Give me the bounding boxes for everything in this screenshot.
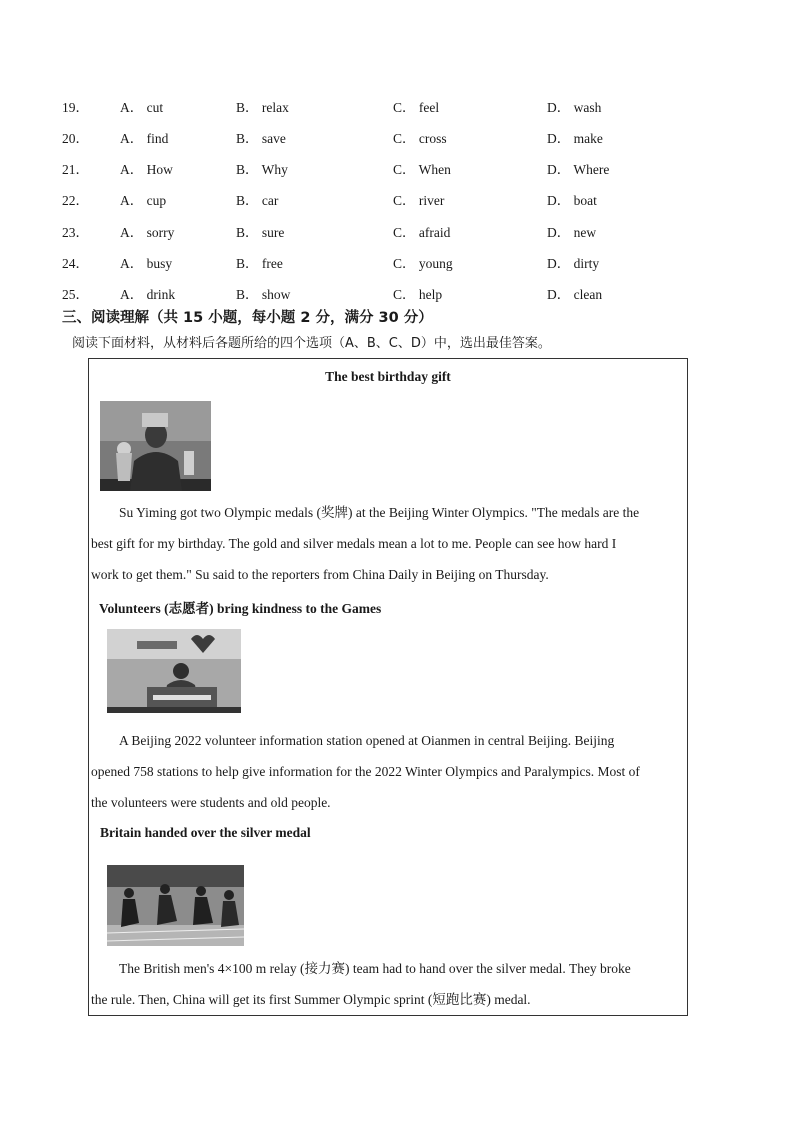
- option-a: A． cut: [120, 100, 164, 115]
- option-c: C． river: [393, 193, 445, 208]
- option-d: D． boat: [547, 193, 597, 208]
- option-b: B． car: [236, 193, 279, 208]
- paragraph-line: Su Yiming got two Olympic medals (奖牌) at the Beijing Winter Olympics. "The medals are the: [119, 505, 640, 520]
- paragraph-line: A Beijing 2022 volunteer information station opened at Oianmen in central Beijing. Beijing: [119, 733, 615, 748]
- option-a: A． cup: [120, 193, 167, 208]
- section-instruction: 阅读下面材料，从材料后各题所给的四个选项（A、B、C、D）中，选出最佳答案。: [72, 336, 551, 351]
- option-b: B． show: [236, 287, 291, 302]
- paragraph-line: work to get them." Su said to the reporters from China Daily in Beijing on Thursday.: [91, 567, 549, 582]
- option-b: B． relax: [236, 100, 289, 115]
- question-row: [62, 127, 702, 147]
- paragraph-line: opened 758 stations to help give information for the 2022 Winter Olympics and Paralympics. Most of: [91, 764, 640, 779]
- question-row: [62, 252, 702, 272]
- article-paragraph: [89, 953, 687, 1015]
- option-b: B． sure: [236, 225, 285, 240]
- option-b: B． Why: [236, 162, 288, 177]
- option-c: C． help: [393, 287, 443, 302]
- question-row: [62, 189, 702, 209]
- reading-material-box: [88, 358, 688, 1016]
- athlete-photo: [100, 401, 211, 491]
- option-d: D． new: [547, 225, 597, 240]
- option-b: B． save: [236, 131, 286, 146]
- option-c: C． young: [393, 256, 453, 271]
- article-paragraph: [89, 725, 687, 818]
- question-number: 24．: [62, 256, 89, 271]
- option-d: D． dirty: [547, 256, 600, 271]
- option-c: C． cross: [393, 131, 447, 146]
- section-title: 三、阅读理解（共 15 小题，每小题 2 分，满分 30 分）: [62, 310, 433, 326]
- question-row: [62, 158, 702, 178]
- paragraph-line: the volunteers were students and old people.: [91, 795, 331, 810]
- question-number: 19．: [62, 100, 89, 115]
- question-row: [62, 221, 702, 241]
- option-d: D． Where: [547, 162, 610, 177]
- paragraph-line: the rule. Then, China will get its first Summer Olympic sprint (短跑比赛) medal.: [91, 992, 531, 1007]
- question-number: 21．: [62, 162, 89, 177]
- paragraph-line: The British men's 4×100 m relay (接力赛) team had to hand over the silver medal. They broke: [119, 961, 631, 976]
- option-b: B． free: [236, 256, 283, 271]
- option-c: C． feel: [393, 100, 440, 115]
- paragraph-line: best gift for my birthday. The gold and silver medals mean a lot to me. People can see how hard I: [91, 536, 617, 551]
- article-paragraph: [89, 497, 687, 590]
- question-row: [62, 283, 702, 303]
- option-d: D． clean: [547, 287, 603, 302]
- option-a: A． How: [120, 162, 173, 177]
- article-title: Britain handed over the silver medal: [100, 825, 311, 840]
- question-row: [62, 96, 702, 116]
- volunteer-station-photo: [107, 629, 241, 713]
- question-number: 25．: [62, 287, 89, 302]
- relay-race-photo: [107, 865, 244, 946]
- option-d: D． wash: [547, 100, 602, 115]
- question-number: 20．: [62, 131, 89, 146]
- question-number: 23．: [62, 225, 89, 240]
- option-c: C． When: [393, 162, 451, 177]
- article-title: Volunteers (志愿者) bring kindness to the Games: [99, 601, 382, 616]
- option-a: A． sorry: [120, 225, 175, 240]
- question-number: 22．: [62, 193, 89, 208]
- option-a: A． drink: [120, 287, 176, 302]
- option-a: A． busy: [120, 256, 173, 271]
- option-a: A． find: [120, 131, 169, 146]
- option-c: C． afraid: [393, 225, 451, 240]
- article-title: The best birthday gift: [325, 369, 451, 384]
- option-d: D． make: [547, 131, 603, 146]
